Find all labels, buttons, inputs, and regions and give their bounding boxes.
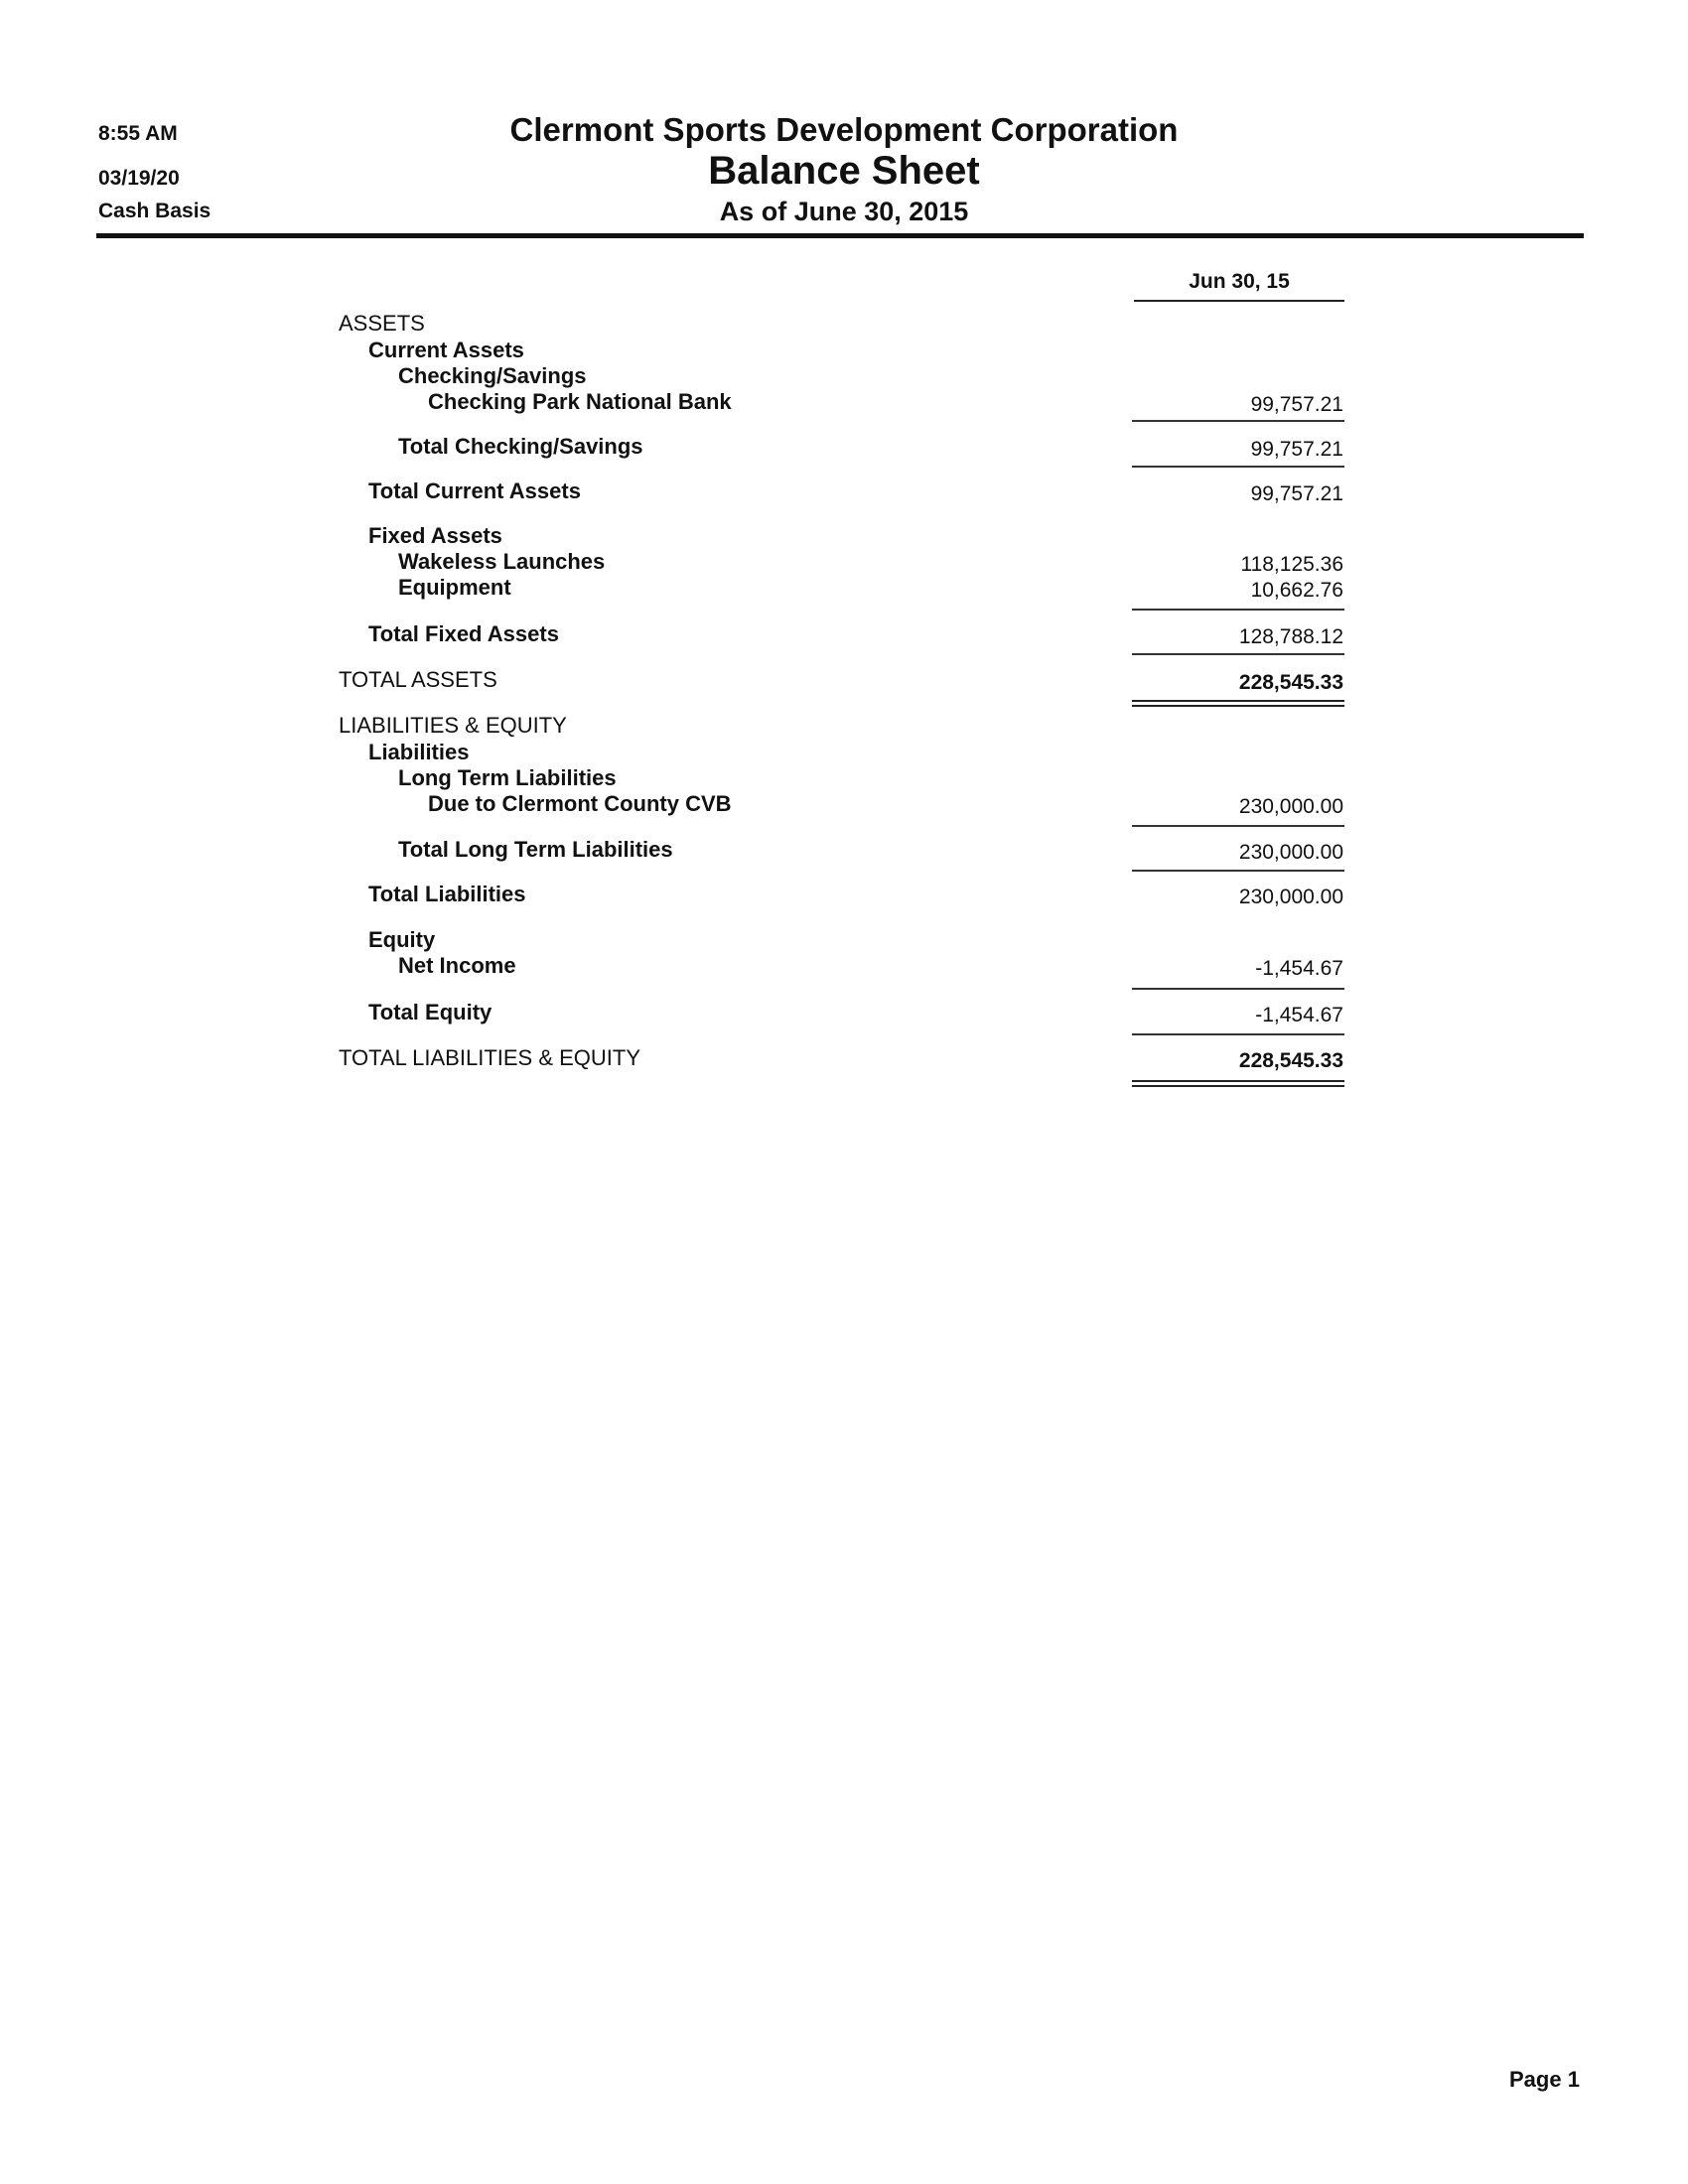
row-amount: 118,125.36 bbox=[1240, 553, 1343, 576]
subtotal-rule bbox=[1132, 1033, 1344, 1035]
table-row bbox=[0, 791, 1688, 818]
row-label: TOTAL ASSETS bbox=[339, 667, 497, 692]
table-row bbox=[0, 740, 1688, 766]
row-amount: 228,545.33 bbox=[1238, 1049, 1343, 1072]
row-label: Equity bbox=[368, 927, 436, 952]
subtotal-rule bbox=[1132, 466, 1344, 468]
report-date: 03/19/20 bbox=[98, 167, 180, 190]
row-amount: 99,757.21 bbox=[1250, 393, 1343, 416]
row-label: ASSETS bbox=[339, 311, 425, 336]
row-amount: 99,757.21 bbox=[1250, 438, 1343, 461]
table-row bbox=[0, 575, 1688, 602]
row-amount: 230,000.00 bbox=[1238, 795, 1343, 818]
subtotal-rule bbox=[1132, 870, 1344, 872]
row-amount: 128,788.12 bbox=[1238, 625, 1343, 648]
report-time: 8:55 AM bbox=[98, 122, 178, 145]
table-row bbox=[0, 1045, 1688, 1072]
company-name: Clermont Sports Development Corporation bbox=[509, 111, 1179, 148]
report-period: As of June 30, 2015 bbox=[719, 197, 969, 226]
row-label: Total Equity bbox=[368, 1000, 492, 1024]
page-number: Page 1 bbox=[1509, 2067, 1580, 2092]
table-row bbox=[0, 667, 1688, 694]
row-amount: 10,662.76 bbox=[1250, 579, 1343, 602]
row-label: Due to Clermont County CVB bbox=[428, 791, 732, 816]
row-label: Total Liabilities bbox=[368, 882, 526, 906]
row-label: Total Long Term Liabilities bbox=[398, 837, 673, 862]
row-label: LIABILITIES & EQUITY bbox=[339, 713, 567, 738]
table-row bbox=[0, 1000, 1688, 1026]
table-row bbox=[0, 765, 1688, 792]
report-title: Balance Sheet bbox=[708, 149, 980, 193]
row-amount: 99,757.21 bbox=[1250, 482, 1343, 505]
table-row bbox=[0, 338, 1688, 364]
row-label: Fixed Assets bbox=[368, 523, 502, 548]
table-row bbox=[0, 434, 1688, 461]
subtotal-rule bbox=[1132, 653, 1344, 655]
row-label: Liabilities bbox=[368, 740, 470, 764]
row-amount: -1,454.67 bbox=[1255, 957, 1343, 980]
row-label: Net Income bbox=[398, 953, 516, 978]
row-label: Total Fixed Assets bbox=[368, 621, 559, 646]
subtotal-rule bbox=[1132, 988, 1344, 990]
row-amount: 230,000.00 bbox=[1238, 886, 1343, 908]
table-row bbox=[0, 882, 1688, 908]
table-row bbox=[0, 523, 1688, 550]
row-label: Equipment bbox=[398, 575, 511, 600]
row-label: Long Term Liabilities bbox=[398, 765, 617, 790]
total-double-rule bbox=[1132, 1080, 1344, 1087]
subtotal-rule bbox=[1132, 609, 1344, 611]
subtotal-rule bbox=[1132, 420, 1344, 422]
subtotal-rule bbox=[1132, 825, 1344, 827]
column-header-rule bbox=[1134, 300, 1344, 302]
row-amount: 228,545.33 bbox=[1238, 671, 1343, 694]
table-row bbox=[0, 927, 1688, 954]
column-header: Jun 30, 15 bbox=[1189, 270, 1290, 293]
row-label: Checking Park National Bank bbox=[428, 389, 732, 414]
table-row bbox=[0, 837, 1688, 864]
header-rule bbox=[96, 233, 1584, 238]
table-row bbox=[0, 713, 1688, 740]
table-row bbox=[0, 953, 1688, 980]
report-basis: Cash Basis bbox=[98, 200, 211, 222]
table-row bbox=[0, 549, 1688, 576]
row-label: Current Assets bbox=[368, 338, 524, 362]
table-row bbox=[0, 478, 1688, 505]
table-row bbox=[0, 363, 1688, 390]
table-row bbox=[0, 621, 1688, 648]
row-amount: -1,454.67 bbox=[1255, 1004, 1343, 1026]
row-amount: 230,000.00 bbox=[1238, 841, 1343, 864]
row-label: Wakeless Launches bbox=[398, 549, 606, 574]
table-row bbox=[0, 389, 1688, 416]
row-label: Total Current Assets bbox=[368, 478, 581, 503]
table-row bbox=[0, 311, 1688, 338]
total-double-rule bbox=[1132, 700, 1344, 707]
row-label: Checking/Savings bbox=[398, 363, 587, 388]
row-label: Total Checking/Savings bbox=[398, 434, 643, 459]
row-label: TOTAL LIABILITIES & EQUITY bbox=[339, 1045, 641, 1070]
